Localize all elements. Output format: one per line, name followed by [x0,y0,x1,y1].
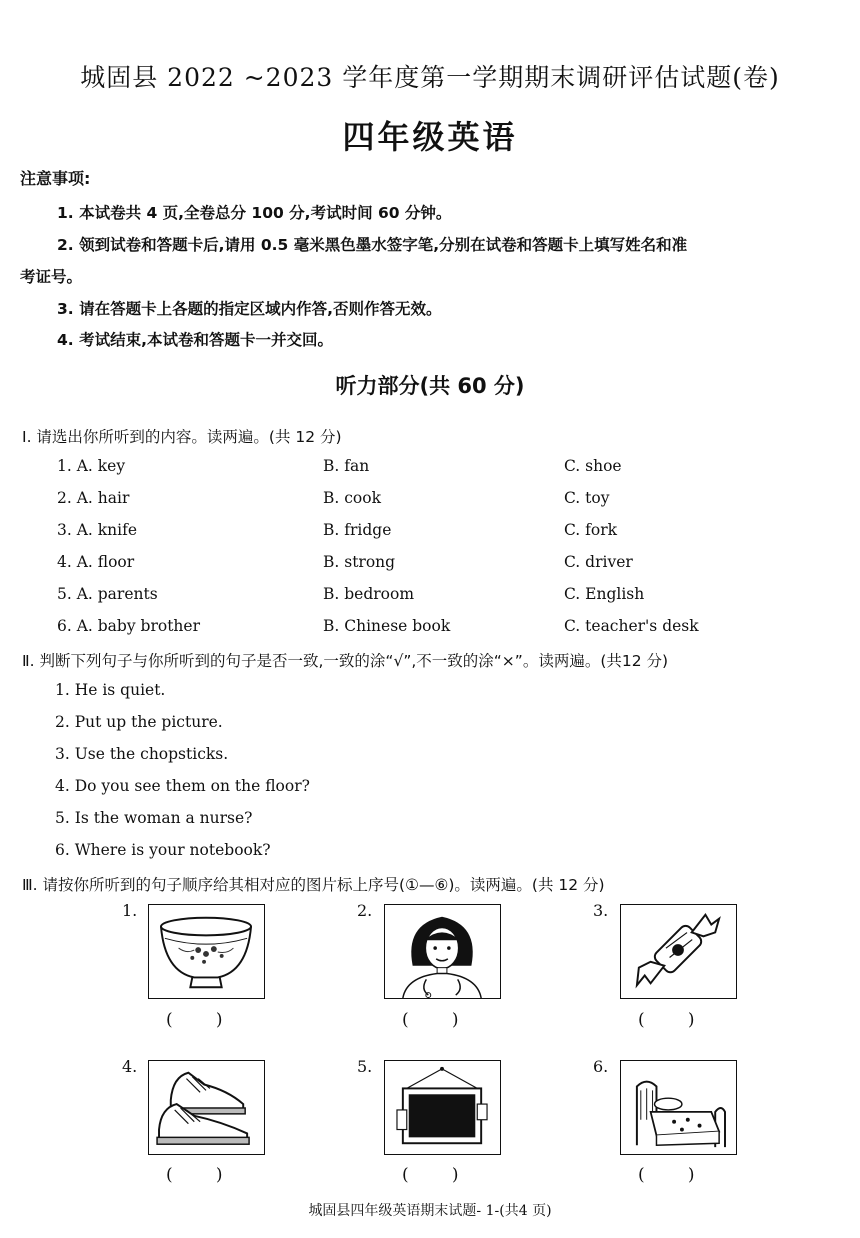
answer-paren[interactable]: ( ) [166,1010,223,1030]
option-b: B. bedroom [323,585,415,603]
option-a: 1. A. key [57,457,126,475]
sentence-item: 2. Put up the picture. [55,713,223,731]
answer-paren[interactable]: ( ) [402,1010,459,1030]
picture-frame [620,904,737,999]
blackboard-icon [385,1061,500,1154]
picture-frame [620,1060,737,1155]
bowl-icon [149,905,264,998]
sentence-item: 5. Is the woman a nurse? [55,809,253,827]
notes-heading: 注意事项: [20,169,91,188]
part2-heading: Ⅱ. 判断下列句子与你所听到的句子是否一致,一致的涂“√”,不一致的涂“×”。读两遍。(共12 分) [22,652,669,670]
option-b: B. fridge [323,521,392,539]
option-a: 6. A. baby brother [57,617,200,635]
option-c: C. English [564,585,645,603]
subject-title: 四年级英语 [342,118,518,156]
part1-heading: Ⅰ. 请选出你所听到的内容。读两遍。(共 12 分) [22,428,342,446]
option-c: C. driver [564,553,633,571]
sneakers-icon [149,1061,264,1154]
option-a: 4. A. floor [57,553,135,571]
sentence-item: 3. Use the chopsticks. [55,745,229,763]
page-footer: 城固县四年级英语期末试题- 1-(共4 页) [308,1203,552,1219]
picture-frame [384,1060,501,1155]
part3-heading: Ⅲ. 请按你所听到的句子顺序给其相对应的图片标上序号(①—⑥)。读两遍。(共 12 分) [22,876,605,894]
bed-icon [621,1061,736,1154]
picture-frame [148,1060,265,1155]
listening-section-title: 听力部分(共 60 分) [335,374,525,398]
picture-frame [148,904,265,999]
option-c: C. fork [564,521,618,539]
exam-title: 城固县 2022 ~2023 学年度第一学期期末调研评估试题(卷) [80,63,780,92]
answer-paren[interactable]: ( ) [166,1165,223,1185]
option-a: 2. A. hair [57,489,130,507]
sentence-item: 6. Where is your notebook? [55,841,271,859]
picture-number: 1. [122,901,138,920]
note-item: 1. 本试卷共 4 页,全卷总分 100 分,考试时间 60 分钟。 [57,204,452,222]
picture-frame [384,904,501,999]
answer-paren[interactable]: ( ) [638,1010,695,1030]
option-c: C. teacher's desk [564,617,699,635]
option-b: B. fan [323,457,370,475]
option-c: C. shoe [564,457,622,475]
picture-number: 2. [357,901,373,920]
note-item: 3. 请在答题卡上各题的指定区域内作答,否则作答无效。 [57,300,442,318]
option-a: 5. A. parents [57,585,158,603]
option-b: B. strong [323,553,396,571]
nurse-icon [385,905,500,998]
picture-number: 5. [357,1057,373,1076]
answer-paren[interactable]: ( ) [638,1165,695,1185]
note-item: 2. 领到试卷和答题卡后,请用 0.5 毫米黑色墨水签字笔,分别在试卷和答题卡上填写姓名和准 [57,236,688,254]
picture-number: 3. [593,901,609,920]
option-a: 3. A. knife [57,521,138,539]
option-b: B. Chinese book [323,617,451,635]
note-item: 4. 考试结束,本试卷和答题卡一并交回。 [57,331,333,349]
note-item: 考证号。 [20,268,83,286]
sentence-item: 4. Do you see them on the floor? [55,777,310,795]
sentence-item: 1. He is quiet. [55,681,166,699]
picture-number: 4. [122,1057,138,1076]
picture-number: 6. [593,1057,609,1076]
option-c: C. toy [564,489,610,507]
candy-icon [621,905,736,998]
answer-paren[interactable]: ( ) [402,1165,459,1185]
option-b: B. cook [323,489,381,507]
